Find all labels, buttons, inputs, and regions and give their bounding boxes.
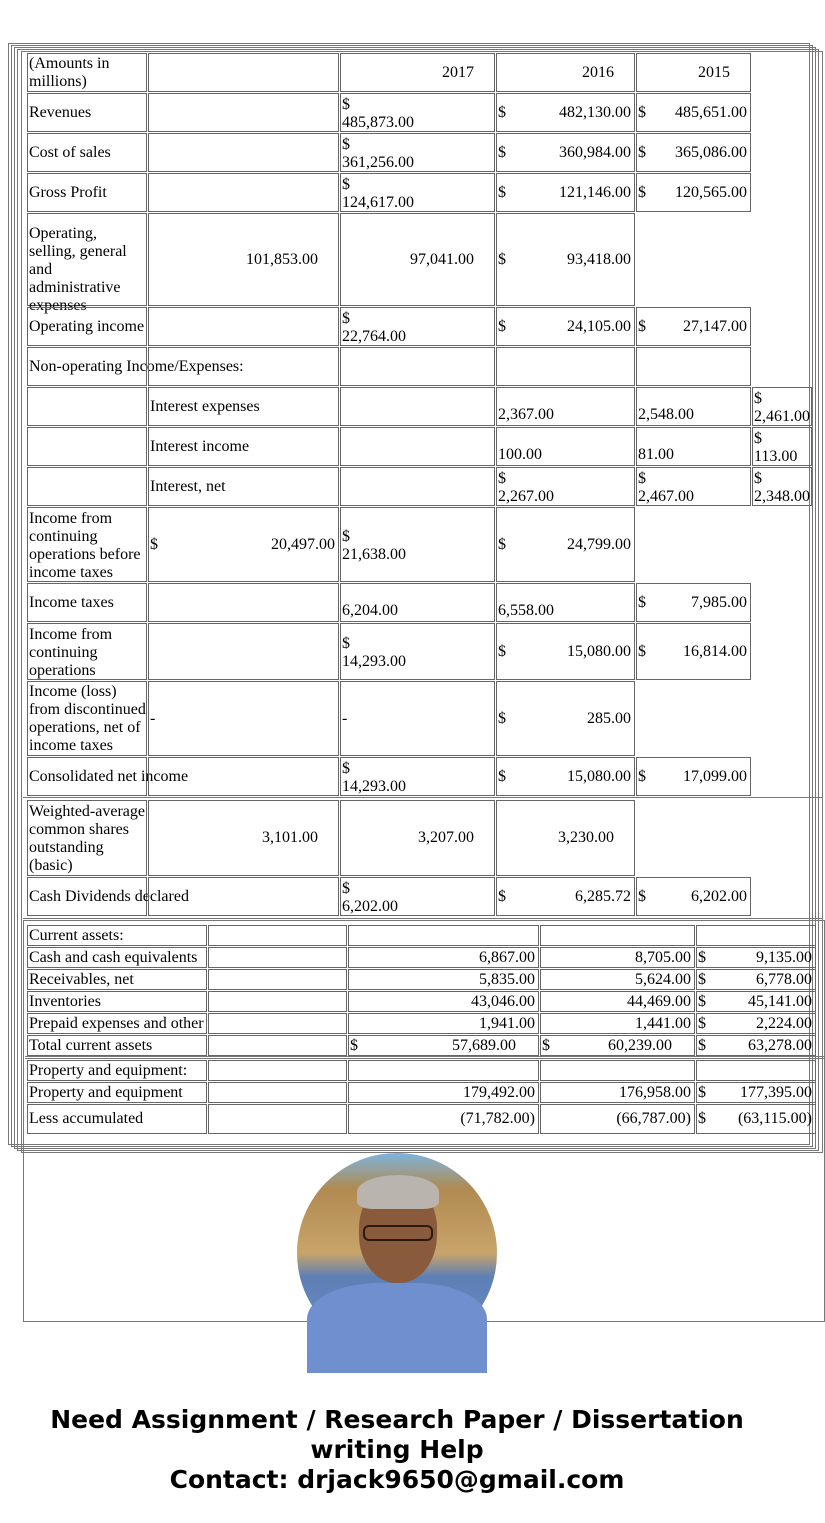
row-label: Current assets:	[29, 926, 124, 944]
row-label: Property and equipment:	[29, 1061, 188, 1079]
amount-value: 16,814.00	[683, 642, 747, 660]
divider	[23, 797, 823, 798]
cell-value: 1,941.00	[479, 1014, 535, 1032]
currency-symbol: $	[754, 429, 762, 447]
value-cell	[696, 969, 816, 990]
value-cell	[148, 583, 339, 622]
cell-value: 6,867.00	[479, 948, 535, 966]
currency-symbol: $	[638, 642, 646, 660]
value-cell	[496, 623, 635, 680]
currency-symbol: $	[498, 103, 506, 121]
value-cell	[752, 387, 812, 426]
value-cell	[340, 583, 495, 622]
value-cell	[348, 1104, 539, 1134]
value-cell	[340, 757, 495, 796]
value-cell	[636, 427, 751, 466]
currency-symbol: $	[342, 309, 350, 327]
row-label: Cash Dividends declared	[29, 887, 189, 905]
cell-value: 5,624.00	[635, 970, 691, 988]
currency-symbol: $	[342, 175, 350, 193]
value-cell	[636, 307, 751, 346]
row-label-cell	[27, 347, 244, 386]
currency-symbol: $	[542, 1036, 550, 1054]
amount-value: 482,130.00	[559, 103, 631, 121]
cell-value: 8,705.00	[635, 948, 691, 966]
row-label-cell	[27, 947, 207, 968]
value-cell	[148, 681, 339, 756]
value-cell	[340, 133, 495, 172]
value-cell	[148, 93, 339, 132]
cell-value: 101,853.00	[246, 250, 318, 268]
currency-symbol: $	[498, 535, 506, 553]
value-cell	[636, 877, 751, 916]
value-cell	[148, 387, 339, 426]
amount-value: (63,115.00)	[737, 1110, 812, 1127]
cell-value: 2,367.00	[498, 406, 554, 423]
row-label-cell	[27, 1013, 207, 1034]
amount-value: 22,764.00	[342, 327, 406, 345]
cell-value: 100.00	[498, 446, 542, 463]
cell-value: Interest, net	[150, 477, 226, 495]
value-cell	[148, 173, 339, 212]
value-cell	[148, 213, 339, 306]
value-cell	[540, 925, 695, 946]
row-label: (Amounts in millions)	[29, 55, 110, 90]
currency-symbol: $	[342, 135, 350, 153]
cell-value: 2016	[582, 63, 614, 81]
value-cell	[348, 925, 539, 946]
cell-value: 43,046.00	[471, 992, 535, 1010]
row-label: Gross Profit	[29, 183, 107, 201]
value-cell	[496, 387, 635, 426]
divider	[25, 1056, 825, 1059]
value-cell	[348, 947, 539, 968]
row-label: Prepaid expenses and other	[29, 1014, 204, 1032]
value-cell	[348, 1035, 539, 1056]
row-label-cell	[27, 925, 207, 946]
cell-value: Interest expenses	[150, 397, 260, 415]
value-cell	[696, 1082, 816, 1103]
amount-value: 485,651.00	[675, 103, 747, 121]
row-label: Total current assets	[29, 1036, 153, 1054]
currency-symbol: $	[342, 759, 350, 777]
amount-value: 6,202.00	[691, 887, 747, 905]
row-label: Operating, selling, general and administrative expenses	[29, 224, 127, 314]
value-cell	[148, 800, 339, 876]
cell-value: -	[342, 709, 348, 727]
currency-symbol: $	[498, 767, 506, 785]
currency-symbol: $	[498, 250, 506, 268]
cell-value: 5,835.00	[479, 970, 535, 988]
value-cell	[208, 991, 347, 1012]
amount-value: 57,689.00	[452, 1036, 516, 1054]
currency-symbol: $	[638, 767, 646, 785]
cell-value: 1,441.00	[635, 1014, 691, 1032]
row-label-cell	[27, 307, 147, 346]
amount-value: 45,141.00	[748, 992, 812, 1010]
amount-value: 177,395.00	[740, 1083, 812, 1101]
value-cell	[148, 623, 339, 680]
value-cell	[208, 925, 347, 946]
value-cell	[496, 467, 635, 506]
value-cell	[496, 173, 635, 212]
amount-value: 365,086.00	[675, 143, 747, 161]
row-label-cell	[27, 53, 147, 92]
value-cell	[340, 467, 495, 506]
currency-symbol: $	[498, 887, 506, 905]
currency-symbol: $	[498, 469, 506, 487]
row-label-cell	[27, 133, 147, 172]
row-label-cell	[27, 969, 207, 990]
amount-value: 2,267.00	[498, 487, 554, 505]
amount-value: 2,461.00	[754, 407, 810, 425]
amount-value: 17,099.00	[683, 767, 747, 785]
value-cell	[208, 1060, 347, 1081]
row-label: Income taxes	[29, 593, 114, 611]
value-cell	[208, 1013, 347, 1034]
currency-symbol: $	[698, 1036, 706, 1054]
value-cell	[148, 347, 339, 386]
value-cell	[340, 507, 495, 582]
amount-value: 285.00	[587, 709, 631, 727]
value-cell	[348, 1060, 539, 1081]
amount-value: 60,239.00	[608, 1036, 672, 1054]
value-cell	[340, 877, 495, 916]
amount-value: 7,985.00	[691, 593, 747, 611]
currency-symbol: $	[698, 1014, 706, 1032]
amount-value: 120,565.00	[675, 183, 747, 201]
value-cell	[496, 877, 635, 916]
value-cell	[340, 53, 495, 92]
row-label: Cash and cash equivalents	[29, 948, 198, 966]
currency-symbol: $	[638, 469, 646, 487]
currency-symbol: $	[698, 992, 706, 1010]
value-cell	[340, 681, 495, 756]
row-label-cell	[27, 93, 147, 132]
currency-symbol: $	[638, 887, 646, 905]
value-cell	[496, 307, 635, 346]
row-label-cell	[27, 800, 147, 876]
amount-value: 2,224.00	[756, 1014, 812, 1032]
value-cell	[696, 947, 816, 968]
currency-symbol: $	[698, 970, 706, 988]
cell-value: 179,492.00	[463, 1083, 535, 1101]
row-label-cell	[27, 877, 189, 916]
value-cell	[348, 1013, 539, 1034]
value-cell	[696, 1013, 816, 1034]
value-cell	[636, 133, 751, 172]
value-cell	[496, 93, 635, 132]
row-label: Inventories	[29, 992, 101, 1010]
value-cell	[496, 427, 635, 466]
amount-value: 2,348.00	[754, 487, 810, 505]
currency-symbol: $	[638, 143, 646, 161]
row-label: Property and equipment	[29, 1083, 183, 1101]
currency-symbol: $	[342, 527, 350, 545]
glasses-icon	[363, 1225, 433, 1241]
amount-value: 2,467.00	[638, 487, 694, 505]
value-cell	[148, 307, 339, 346]
cell-value: -	[150, 709, 156, 727]
amount-value: 6,202.00	[342, 897, 398, 915]
value-cell	[496, 507, 635, 582]
cell-value: (66,787.00)	[616, 1110, 691, 1127]
row-label-cell	[27, 467, 147, 506]
row-label-cell	[27, 583, 147, 622]
currency-symbol: $	[638, 317, 646, 335]
cell-value: 44,469.00	[627, 992, 691, 1010]
value-cell	[696, 925, 816, 946]
value-cell	[148, 427, 339, 466]
value-cell	[208, 947, 347, 968]
value-cell	[348, 1082, 539, 1103]
amount-value: 24,105.00	[567, 317, 631, 335]
footer-line-2: writing Help	[310, 1435, 484, 1464]
shirt	[307, 1283, 487, 1373]
value-cell	[148, 507, 339, 582]
row-label-cell	[27, 1035, 207, 1056]
value-cell	[696, 1035, 816, 1056]
row-label: Income from continuing operations before income taxes	[29, 509, 141, 581]
cell-value: 2017	[442, 63, 474, 81]
row-label: Revenues	[29, 103, 92, 121]
row-label-cell	[27, 213, 147, 314]
row-label: Income (loss) from discontinued operations, net of income taxes	[29, 683, 146, 754]
currency-symbol: $	[638, 103, 646, 121]
value-cell	[636, 173, 751, 212]
row-label: Income from continuing operations	[29, 625, 113, 679]
value-cell	[496, 757, 635, 796]
amount-value: 6,285.72	[575, 887, 631, 905]
cell-value: 6,558.00	[498, 602, 554, 619]
amount-value: 14,293.00	[342, 652, 406, 670]
value-cell	[208, 1082, 347, 1103]
cell-value: (71,782.00)	[460, 1110, 535, 1127]
value-cell	[696, 1060, 816, 1081]
currency-symbol: $	[342, 634, 350, 652]
currency-symbol: $	[698, 1083, 706, 1101]
amount-value: 9,135.00	[756, 948, 812, 966]
value-cell	[636, 53, 751, 92]
amount-value: 63,278.00	[748, 1036, 812, 1054]
row-label: Consolidated net income	[29, 767, 189, 785]
value-cell	[636, 347, 751, 386]
value-cell	[540, 1060, 695, 1081]
value-cell	[636, 93, 751, 132]
value-cell	[340, 387, 495, 426]
value-cell	[636, 583, 751, 622]
row-label-cell	[27, 1104, 207, 1134]
row-label-cell	[27, 427, 147, 466]
amount-value: 360,984.00	[559, 143, 631, 161]
amount-value: 485,873.00	[342, 113, 414, 131]
value-cell	[636, 387, 751, 426]
value-cell	[208, 1035, 347, 1056]
row-label-cell	[27, 757, 189, 796]
currency-symbol: $	[342, 95, 350, 113]
currency-symbol: $	[498, 143, 506, 161]
currency-symbol: $	[754, 389, 762, 407]
currency-symbol: $	[698, 948, 706, 966]
row-label-cell	[27, 623, 147, 680]
row-label-cell	[27, 681, 147, 756]
author-photo	[297, 1153, 497, 1353]
value-cell	[348, 969, 539, 990]
value-cell	[340, 213, 495, 306]
row-label: Receivables, net	[29, 970, 134, 988]
value-cell	[148, 53, 339, 92]
cell-value: 176,958.00	[619, 1083, 691, 1101]
value-cell	[340, 427, 495, 466]
value-cell	[636, 467, 751, 506]
amount-value: 361,256.00	[342, 153, 414, 171]
currency-symbol: $	[698, 1110, 706, 1127]
value-cell	[540, 1104, 695, 1134]
row-label-cell	[27, 1082, 207, 1103]
currency-symbol: $	[350, 1036, 358, 1054]
value-cell	[752, 467, 812, 506]
value-cell	[340, 93, 495, 132]
amount-value: 124,617.00	[342, 193, 414, 211]
row-label-cell	[27, 507, 147, 582]
cell-value: 97,041.00	[410, 250, 474, 268]
value-cell	[348, 991, 539, 1012]
value-cell	[340, 623, 495, 680]
amount-value: 121,146.00	[559, 183, 631, 201]
value-cell	[340, 347, 495, 386]
value-cell	[696, 991, 816, 1012]
value-cell	[540, 1035, 695, 1056]
currency-symbol: $	[498, 183, 506, 201]
value-cell	[540, 1013, 695, 1034]
amount-value: 20,497.00	[271, 535, 335, 553]
cell-value: 3,230.00	[558, 829, 614, 846]
amount-value: 15,080.00	[567, 767, 631, 785]
value-cell	[752, 427, 812, 466]
row-label-cell	[27, 173, 147, 212]
cell-value: 3,101.00	[262, 829, 318, 846]
value-cell	[496, 133, 635, 172]
value-cell	[540, 969, 695, 990]
value-cell	[148, 757, 339, 796]
amount-value: 93,418.00	[567, 250, 631, 268]
cell-value: Interest income	[150, 437, 250, 455]
amount-value: 27,147.00	[683, 317, 747, 335]
hair	[357, 1175, 439, 1209]
value-cell	[148, 133, 339, 172]
row-label: Non-operating Income/Expenses:	[29, 357, 244, 375]
value-cell	[340, 173, 495, 212]
value-cell	[208, 969, 347, 990]
cell-value: 81.00	[638, 446, 674, 463]
currency-symbol: $	[150, 535, 158, 553]
row-label: Weighted-average common shares outstanding (basic)	[29, 803, 145, 874]
amount-value: 15,080.00	[567, 642, 631, 660]
row-label-cell	[27, 387, 147, 426]
value-cell	[340, 800, 495, 876]
row-label-cell	[27, 991, 207, 1012]
footer-line-1: Need Assignment / Research Paper / Dissertation	[50, 1405, 744, 1434]
footer-contact: Contact: drjack9650@gmail.com	[169, 1465, 625, 1494]
value-cell	[540, 947, 695, 968]
value-cell	[496, 347, 635, 386]
amount-value: 6,778.00	[756, 970, 812, 988]
row-label: Cost of sales	[29, 143, 111, 161]
cell-value: 6,204.00	[342, 602, 398, 619]
value-cell	[540, 991, 695, 1012]
amount-value: 21,638.00	[342, 545, 406, 563]
currency-symbol: $	[498, 642, 506, 660]
value-cell	[496, 213, 635, 306]
value-cell	[148, 467, 339, 506]
value-cell	[696, 1104, 816, 1134]
value-cell	[208, 1104, 347, 1134]
value-cell	[636, 623, 751, 680]
value-cell	[496, 800, 635, 876]
value-cell	[496, 681, 635, 756]
currency-symbol: $	[754, 469, 762, 487]
cell-value: 2015	[698, 63, 730, 81]
currency-symbol: $	[498, 317, 506, 335]
value-cell	[636, 757, 751, 796]
row-label-cell	[27, 1060, 207, 1081]
amount-value: 24,799.00	[567, 535, 631, 553]
cell-value: 2,548.00	[638, 406, 694, 423]
value-cell	[496, 53, 635, 92]
value-cell	[340, 307, 495, 346]
cell-value: 3,207.00	[418, 829, 474, 846]
currency-symbol: $	[342, 879, 350, 897]
row-label: Operating income	[29, 317, 145, 335]
currency-symbol: $	[638, 593, 646, 611]
currency-symbol: $	[638, 183, 646, 201]
value-cell	[540, 1082, 695, 1103]
amount-value: 14,293.00	[342, 777, 406, 795]
value-cell	[148, 877, 339, 916]
currency-symbol: $	[498, 709, 506, 727]
row-label: Less accumulated	[29, 1110, 144, 1127]
value-cell	[496, 583, 635, 622]
amount-value: 113.00	[754, 447, 798, 465]
